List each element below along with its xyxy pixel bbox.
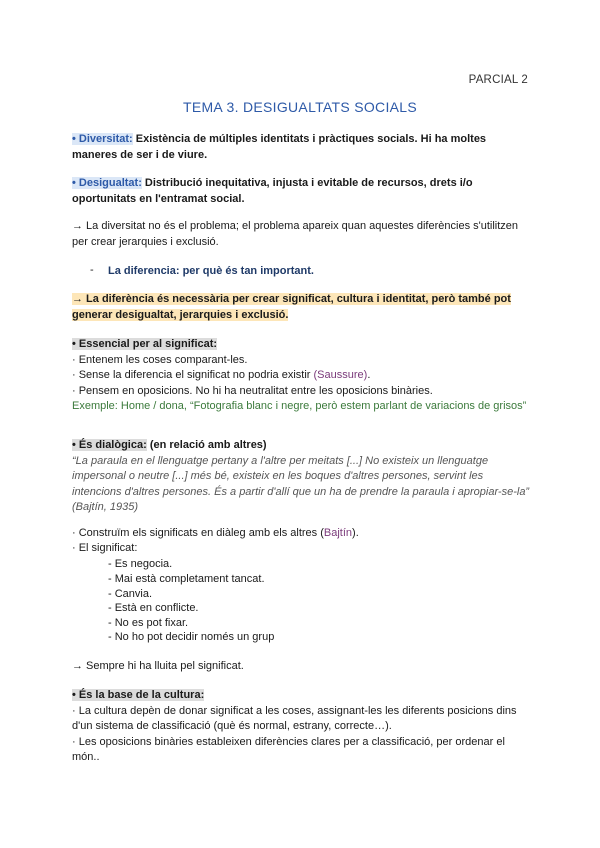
dialogica-heading-text: • És dialògica: bbox=[72, 439, 147, 451]
significat-item-4: - Està en conflicte. bbox=[108, 602, 199, 614]
essencial-line-2-end: . bbox=[367, 369, 371, 381]
significat-item-3: - Canvia. bbox=[108, 588, 153, 600]
diversitat-text: Existència de múltiples identitats i pràctiques socials. Hi ha moltes maneres de ser i de viure. bbox=[72, 133, 487, 161]
subheading-dash: - bbox=[90, 264, 94, 276]
page-title: TEMA 3. DESIGUALTATS SOCIALS bbox=[182, 99, 417, 115]
construim-text: · Construïm els significats en diàleg amb els altres ( bbox=[72, 527, 324, 539]
bajtin-quote-citation: (Bajtín, 1935) bbox=[72, 501, 139, 513]
arrow-paragraph-diversity: → La diversitat no és el problema; el problema apareix quan aquestes diferències s'utilitzen per crear jerarquies i exclusió. bbox=[72, 220, 519, 248]
essencial-heading bbox=[72, 337, 532, 353]
significat-item-5: - No es pot fixar. bbox=[108, 617, 189, 629]
essencial-line-1: · Entenem les coses comparant-les. bbox=[72, 353, 248, 366]
cultura-heading-text: • És la base de la cultura: bbox=[72, 689, 205, 701]
cultura-heading bbox=[72, 688, 532, 704]
desigualtat-term: • Desigualtat: bbox=[72, 177, 142, 189]
construim-line bbox=[72, 526, 532, 542]
cultura-line-2: · Les oposicions binàries estableixen diferències clares per a classificació, per ordenar el món.. bbox=[72, 735, 505, 763]
essencial-line-2 bbox=[72, 368, 532, 384]
cultura-section bbox=[72, 688, 532, 766]
bajtin-citation: Bajtín bbox=[323, 527, 353, 539]
cultura-line-1: · La cultura depèn de donar significat a les coses, assignant-les les diferents posicions dins d'un sistema de classificació (què és normal, estrany, correcte…). bbox=[72, 704, 517, 732]
bajtin-quote bbox=[72, 454, 532, 516]
essencial-section bbox=[72, 337, 532, 415]
parcial-label: PARCIAL 2 bbox=[468, 74, 528, 86]
bajtin-quote-text: “La paraula en el llenguatge pertany a l'altre per meitats [...] No existeix un llenguatge impersonal o neutre [...] més bé, existeix en les boques d'altres persones, servint les intencions d'altres persones. És a partir d'allí que un ha de prendre la paraula i apropiar-se-la” bbox=[72, 454, 530, 498]
subheading-difference: La diferencia: per què és tan important. bbox=[108, 265, 314, 277]
essencial-heading-text: • Essencial per al significat: bbox=[72, 338, 218, 350]
significat-item-1: - Es negocia. bbox=[108, 558, 173, 570]
dialogica-section bbox=[72, 438, 532, 516]
saussure-citation: (Saussure) bbox=[313, 369, 368, 381]
significat-item-2: - Mai està completament tancat. bbox=[108, 573, 265, 585]
desigualtat-text: Distribució inequitativa, injusta i evitable de recursos, drets i/o oportunitats en l'entramat social. bbox=[72, 177, 473, 205]
diversitat-definition bbox=[72, 132, 532, 163]
construim-end: ). bbox=[352, 527, 359, 539]
significat-item-6: - No ho pot decidir només un grup bbox=[108, 631, 275, 643]
example-text: Exemple: Home / dona, “Fotografia blanc i negre, però estem parlant de variacions de grisos” bbox=[72, 400, 527, 412]
lluita-arrow-line: → Sempre hi ha lluita pel significat. bbox=[72, 660, 244, 672]
essencial-line-2-text: · Sense la diferencia el significat no podria existir bbox=[72, 369, 314, 381]
desigualtat-definition bbox=[72, 176, 532, 207]
dialogica-heading-rest: (en relació amb altres) bbox=[146, 439, 267, 451]
essencial-line-3: · Pensem en oposicions. No hi ha neutralitat entre les oposicions binàries. bbox=[72, 384, 433, 397]
diversitat-term: • Diversitat: bbox=[72, 133, 133, 145]
highlighted-conclusion-text: → La diferència és necessària per crear significat, cultura i identitat, però també pot generar desigualtat, jerarquies i exclusió. bbox=[72, 293, 511, 321]
highlighted-conclusion bbox=[72, 292, 532, 323]
dialogica-heading bbox=[72, 438, 532, 454]
el-significat-label: · El significat: bbox=[72, 542, 138, 554]
